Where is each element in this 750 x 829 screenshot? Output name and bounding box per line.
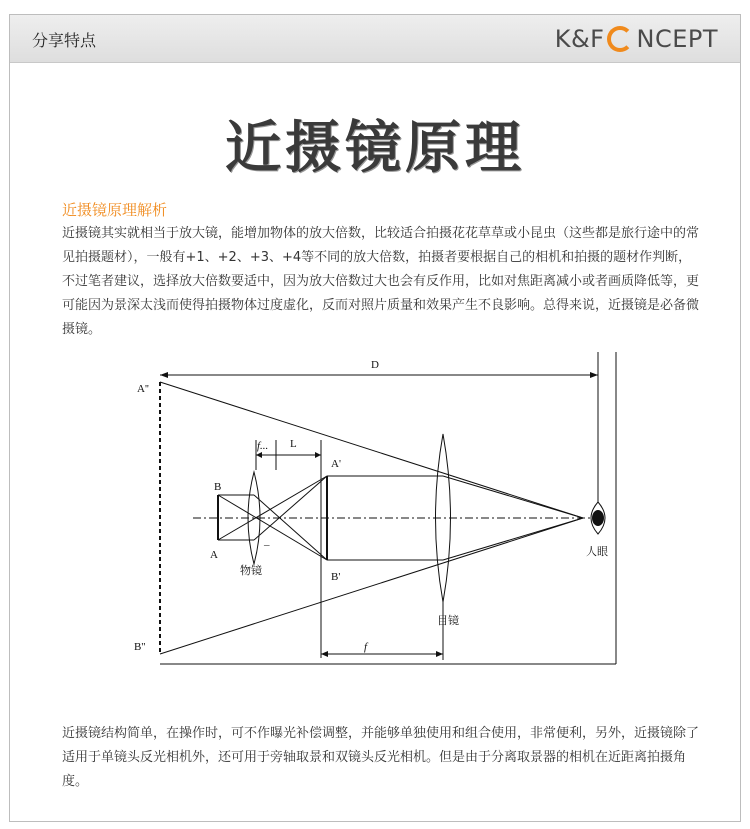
- brand-text-right: NCEPT: [636, 25, 718, 53]
- converging-ray-top: [443, 476, 583, 518]
- label-B-prime: B': [331, 571, 341, 583]
- intro-paragraph: 近摄镜其实就相当于放大镜，能增加物体的放大倍数，比较适合拍摄花花草草或小昆虫（这些都是旅行途中的常见拍摄题材），一般有+1、+2、+3、+4等不同的放大倍数，拍摄者要根据自己的相机和拍摄的题材作判断，不过笔者建议，选择放大倍数要适中，因为放大倍数过大也会有反作用，比如对焦距离减小或者画质降低等，更可能因为景深太浅而使得拍摄物体过度虚化，反而对照片质量和效果产生不良影响。总得来说，近摄镜是必备微摄镜。: [62, 226, 700, 337]
- label-A-double-prime: A'': [137, 383, 149, 395]
- obj-ray-6: [218, 476, 327, 540]
- label-f-eyepiece: f: [364, 641, 368, 653]
- label-A-prime: A': [331, 458, 341, 470]
- arrow-f-left: [321, 651, 328, 657]
- label-A: A: [210, 549, 218, 561]
- label-eye: 人眼: [586, 545, 608, 558]
- arrow-L-right: [315, 452, 321, 458]
- label-B-double-prime: B'': [134, 641, 146, 653]
- arrow-fobj-left: [256, 452, 262, 458]
- eye-pupil-icon: [592, 510, 604, 526]
- obj-ray-5: [218, 495, 327, 560]
- label-f-objective: f...: [257, 440, 269, 452]
- label-objective-focus-mark: –: [264, 539, 270, 551]
- arrow-right-D: [590, 372, 598, 378]
- page-title: 近摄镜原理: [225, 116, 525, 181]
- label-eyepiece: 目镜: [437, 614, 459, 627]
- label-L: L: [290, 438, 297, 450]
- label-B: B: [214, 481, 222, 493]
- section-heading: 近摄镜原理解析: [62, 201, 168, 219]
- arrow-f-right: [436, 651, 443, 657]
- converging-ray-bottom: [443, 518, 583, 560]
- label-D: D: [371, 359, 379, 371]
- header-title: 分享特点: [32, 31, 97, 50]
- brand-text-left: K&F: [554, 25, 605, 53]
- label-objective: 物镜: [240, 564, 262, 577]
- arrow-left-D: [160, 372, 168, 378]
- structure-paragraph: 近摄镜结构简单，在操作时，可不作曝光补偿调整，并能够单独使用和组合使用，非常便利，另外，近摄镜除了适用于单镜头反光相机外，还可用于旁轴取景和双镜头反光相机。但是由于分离取景器的相机在近距离拍摄角度。: [62, 726, 700, 789]
- ray-lower: [160, 518, 583, 654]
- ray-upper: [160, 382, 583, 518]
- obj-ray-4: [254, 476, 327, 540]
